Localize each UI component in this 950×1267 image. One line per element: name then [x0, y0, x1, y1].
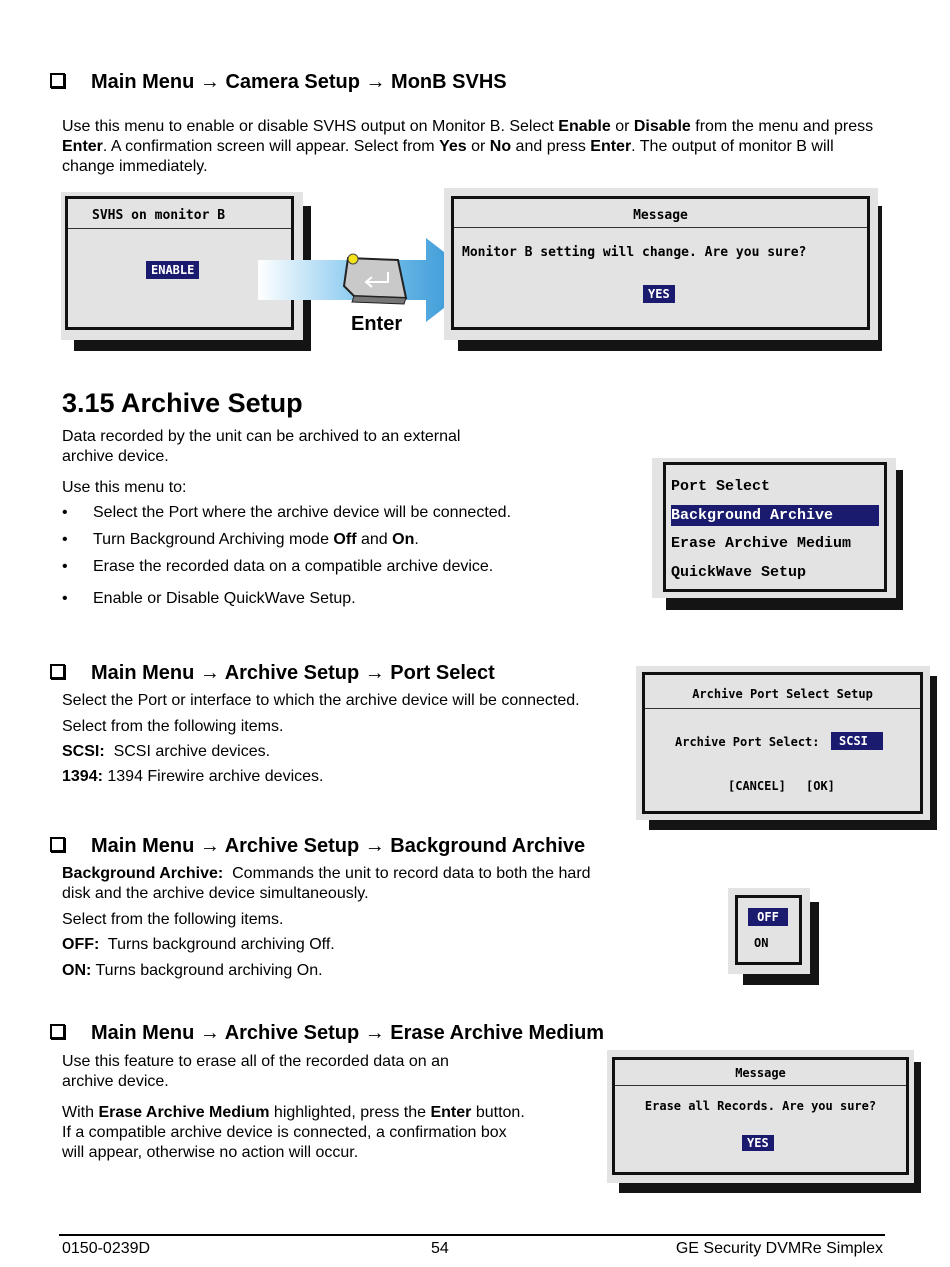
menu-item-quickwave-setup[interactable]: QuickWave Setup	[671, 564, 807, 581]
archive-menu	[652, 458, 896, 598]
port-select-line2: Select from the following items.	[62, 718, 284, 735]
checkbox-bullet-icon	[50, 73, 65, 88]
enter-key-icon	[344, 254, 406, 304]
section-heading-monb-svhs: Main Menu → Camera Setup → MonB SVHS	[50, 71, 507, 94]
menu-item-background-archive[interactable]: Background Archive	[671, 505, 879, 526]
footer-doc-number: 0150-0239D	[62, 1240, 151, 1257]
archive-intro: Data recorded by the unit can be archived to an external archive device.	[62, 428, 461, 465]
bullet-icon: •	[62, 590, 68, 607]
bullet-item: Select the Port where the archive device will be connected.	[93, 504, 512, 521]
menu-item-port-select[interactable]: Port Select	[671, 478, 771, 495]
option-on[interactable]: ON	[754, 936, 769, 950]
checkbox-bullet-icon	[50, 664, 65, 679]
section-heading-erase-archive: Main Menu → Archive Setup → Erase Archive Medium	[50, 1022, 604, 1045]
bullet-icon: •	[62, 558, 68, 575]
divider	[454, 227, 867, 228]
archive-port-dialog	[636, 666, 930, 820]
erase-message-frame	[612, 1057, 909, 1175]
bullet-item: Turn Background Archiving mode Off and On.	[93, 531, 419, 548]
checkbox-bullet-icon	[50, 837, 65, 852]
section-title-archive-setup: 3.15 Archive Setup	[62, 388, 303, 418]
erase-message-text: Erase all Records. Are you sure?	[644, 1099, 877, 1113]
cancel-button[interactable]: [CANCEL]	[728, 779, 786, 793]
message-title: Message	[633, 208, 688, 223]
yes-button[interactable]: YES	[643, 285, 675, 303]
enable-button[interactable]: ENABLE	[146, 261, 199, 279]
archive-port-field-label: Archive Port Select:	[675, 735, 820, 749]
divider	[68, 228, 291, 229]
footer-page-number: 54	[431, 1240, 449, 1257]
erase-message-dialog	[607, 1050, 914, 1183]
off-item: OFF: Turns background archiving Off.	[62, 936, 335, 953]
monb-message-dialog	[444, 188, 878, 340]
message-dialog-frame	[451, 196, 870, 330]
erase-description: Use this feature to erase all of the recorded data on an archive device.	[62, 1053, 449, 1090]
port-select-line1: Select the Port or interface to which the archive device will be connected.	[62, 692, 580, 709]
options-frame	[735, 895, 802, 965]
background-archive-options	[728, 888, 810, 974]
message-text: Monitor B setting will change. Are you sure?	[462, 245, 807, 260]
divider	[615, 1085, 906, 1086]
bullet-item: Enable or Disable QuickWave Setup.	[93, 590, 356, 607]
archive-menu-frame	[663, 462, 887, 592]
archive-port-dialog-frame	[642, 672, 923, 814]
option-off[interactable]: OFF	[748, 908, 788, 926]
bullet-item: Erase the recorded data on a compatible archive device.	[93, 558, 494, 575]
on-item: ON: Turns background archiving On.	[62, 962, 323, 979]
background-archive-description: Background Archive: Commands the unit to record data to both the hard disk and the archive device simultaneously.	[62, 865, 595, 902]
footer-rule	[59, 1234, 885, 1236]
erase-instructions: With Erase Archive Medium highlighted, press the Enter button. If a compatible archive device is connected, a confirmation box will appear, otherwise no action will occur.	[62, 1104, 525, 1161]
scsi-item: SCSI: SCSI archive devices.	[62, 743, 271, 760]
enter-label: Enter	[351, 313, 403, 335]
firewire-item: 1394: 1394 Firewire archive devices.	[62, 768, 324, 785]
bullet-icon: •	[62, 504, 68, 521]
background-archive-line2: Select from the following items.	[62, 911, 284, 928]
divider	[645, 708, 920, 709]
monb-description: Use this menu to enable or disable SVHS output on Monitor B. Select Enable or Disable from the menu and press Enter. A confirmation screen will appear. Select from Yes or No and press Enter. The output of monitor B will change immediately.	[62, 118, 874, 175]
section-heading-background-archive: Main Menu → Archive Setup → Background Archive	[50, 835, 585, 858]
menu-item-erase-archive-medium[interactable]: Erase Archive Medium	[671, 535, 852, 552]
bullet-icon: •	[62, 531, 68, 548]
erase-message-title: Message	[735, 1066, 786, 1080]
ok-button[interactable]: [OK]	[806, 779, 835, 793]
checkbox-bullet-icon	[50, 1024, 65, 1039]
archive-port-select[interactable]: SCSI	[831, 732, 883, 750]
erase-yes-button[interactable]: YES	[742, 1135, 774, 1151]
use-menu-text: Use this menu to:	[62, 479, 187, 496]
archive-port-dialog-title: Archive Port Select Setup	[692, 687, 873, 701]
svhs-dialog-title: SVHS on monitor B	[92, 208, 226, 223]
footer-product-name: GE Security DVMRe Simplex	[675, 1240, 883, 1257]
section-heading-port-select: Main Menu → Archive Setup → Port Select	[50, 662, 495, 685]
